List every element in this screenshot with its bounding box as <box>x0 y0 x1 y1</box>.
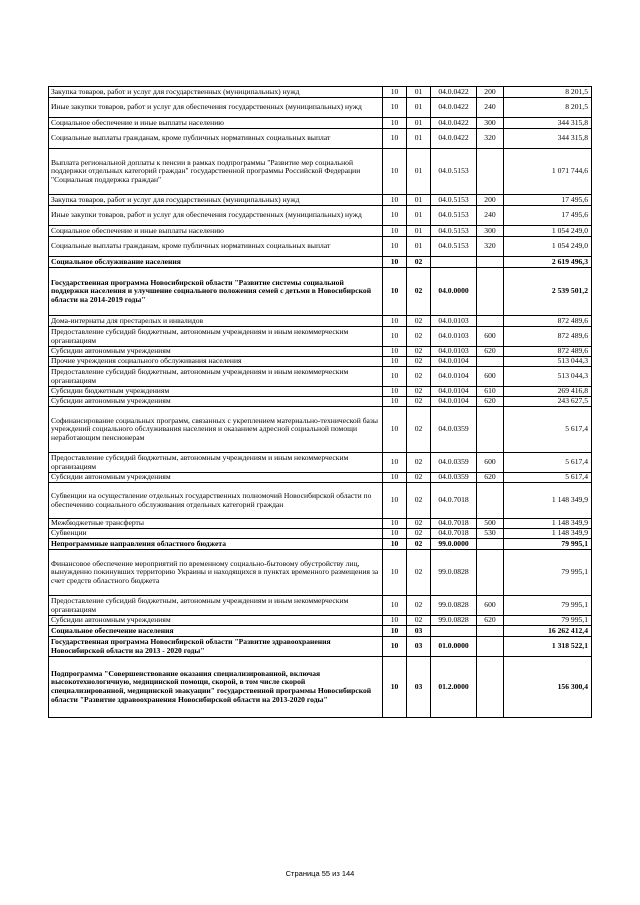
table-row <box>49 596 592 616</box>
cell-subsection: 03 <box>407 637 431 657</box>
cell-expense-type: 610 <box>477 387 504 397</box>
cell-name: Подпрограмма "Совершенствование оказания специализированной, включая высокотехнологичную, медицинской помощи, скорой, в том числе скорой специализированной, медицинской эвакуации" государственной программы Новосибирской области "Развитие здравоохранения Новосибирской области на 2013-2020 годы" <box>49 657 383 718</box>
cell-subsection: 01 <box>407 98 431 118</box>
cell-subsection: 02 <box>407 257 431 268</box>
cell-section: 10 <box>383 657 407 718</box>
cell-subsection: 03 <box>407 626 431 637</box>
cell-subsection: 01 <box>407 206 431 226</box>
cell-target-article: 04.0.0104 <box>431 387 477 397</box>
cell-name: Субвенции <box>49 529 383 539</box>
table-row <box>49 87 592 98</box>
table-row <box>49 327 592 347</box>
cell-target-article: 04.0.0104 <box>431 357 477 367</box>
cell-name: Дома-интернаты для престарелых и инвалидов <box>49 316 383 327</box>
cell-target-article: 04.0.5153 <box>431 195 477 206</box>
cell-target-article: 04.0.7018 <box>431 483 477 519</box>
cell-expense-type: 320 <box>477 237 504 257</box>
cell-name: Социальные выплаты гражданам, кроме публичных нормативных социальных выплат <box>49 237 383 257</box>
table-row <box>49 206 592 226</box>
cell-section: 10 <box>383 149 407 195</box>
cell-name: Государственная программа Новосибирской области "Развитие системы социальной поддержки населения и улучшение социального положения семей с детьми в Новосибирской области на 2014-2019 годы" <box>49 268 383 316</box>
cell-subsection: 01 <box>407 237 431 257</box>
cell-target-article: 04.0.0103 <box>431 316 477 327</box>
cell-target-article: 04.0.0103 <box>431 327 477 347</box>
cell-expense-type: 600 <box>477 453 504 473</box>
cell-section: 10 <box>383 347 407 357</box>
cell-amount: 79 995,1 <box>504 539 592 550</box>
cell-section: 10 <box>383 637 407 657</box>
cell-amount: 17 495,6 <box>504 206 592 226</box>
table-row <box>49 226 592 237</box>
cell-name: Субсидии бюджетным учреждениям <box>49 387 383 397</box>
cell-expense-type: 300 <box>477 226 504 237</box>
cell-subsection: 01 <box>407 87 431 98</box>
cell-subsection: 02 <box>407 407 431 453</box>
cell-amount: 1 148 349,9 <box>504 483 592 519</box>
cell-name: Социальное обеспечение и иные выплаты населению <box>49 226 383 237</box>
table-row <box>49 149 592 195</box>
table-row <box>49 473 592 483</box>
cell-target-article: 01.0.0000 <box>431 637 477 657</box>
cell-subsection: 01 <box>407 118 431 129</box>
cell-target-article: 99.0.0828 <box>431 550 477 596</box>
cell-target-article: 99.0.0828 <box>431 596 477 616</box>
cell-section: 10 <box>383 407 407 453</box>
cell-expense-type: 200 <box>477 195 504 206</box>
cell-target-article: 04.0.0359 <box>431 453 477 473</box>
cell-expense-type <box>477 657 504 718</box>
cell-section: 10 <box>383 87 407 98</box>
cell-expense-type <box>477 407 504 453</box>
cell-expense-type <box>477 626 504 637</box>
cell-subsection: 01 <box>407 226 431 237</box>
cell-section: 10 <box>383 596 407 616</box>
cell-amount: 1 148 349,9 <box>504 529 592 539</box>
table-row <box>49 483 592 519</box>
cell-section: 10 <box>383 327 407 347</box>
cell-subsection: 02 <box>407 347 431 357</box>
table-row <box>49 367 592 387</box>
cell-subsection: 01 <box>407 129 431 149</box>
cell-name: Финансовое обеспечение мероприятий по временному социально-бытовому обустройству лиц, вынужденно покинувших территорию Украины и находящихся в пунктах временного размещения за счет средств областного бюджета <box>49 550 383 596</box>
cell-name: Закупка товаров, работ и услуг для государственных (муниципальных) нужд <box>49 195 383 206</box>
cell-subsection: 03 <box>407 657 431 718</box>
cell-amount: 513 044,3 <box>504 357 592 367</box>
cell-section: 10 <box>383 529 407 539</box>
table-row <box>49 657 592 718</box>
cell-subsection: 02 <box>407 519 431 529</box>
cell-amount: 79 995,1 <box>504 550 592 596</box>
cell-subsection: 02 <box>407 453 431 473</box>
cell-subsection: 02 <box>407 596 431 616</box>
cell-target-article: 04.0.0104 <box>431 397 477 407</box>
cell-section: 10 <box>383 237 407 257</box>
cell-target-article: 01.2.0000 <box>431 657 477 718</box>
cell-target-article: 04.0.0000 <box>431 268 477 316</box>
table-row <box>49 529 592 539</box>
cell-expense-type: 620 <box>477 473 504 483</box>
cell-target-article: 04.0.5153 <box>431 237 477 257</box>
cell-amount: 79 995,1 <box>504 596 592 616</box>
table-row <box>49 237 592 257</box>
cell-expense-type <box>477 483 504 519</box>
cell-subsection: 02 <box>407 397 431 407</box>
cell-section: 10 <box>383 519 407 529</box>
cell-subsection: 02 <box>407 550 431 596</box>
table-row <box>49 397 592 407</box>
cell-target-article: 99.0.0828 <box>431 616 477 626</box>
cell-amount: 243 627,5 <box>504 397 592 407</box>
cell-section: 10 <box>383 453 407 473</box>
table-row <box>49 98 592 118</box>
cell-expense-type: 620 <box>477 616 504 626</box>
cell-expense-type <box>477 268 504 316</box>
cell-amount: 1 054 249,0 <box>504 226 592 237</box>
cell-section: 10 <box>383 257 407 268</box>
cell-name: Социальное обеспечение и иные выплаты населению <box>49 118 383 129</box>
table-row <box>49 637 592 657</box>
cell-expense-type <box>477 637 504 657</box>
table-row <box>49 347 592 357</box>
cell-target-article <box>431 626 477 637</box>
cell-section: 10 <box>383 98 407 118</box>
table-row <box>49 118 592 129</box>
cell-name: Иные закупки товаров, работ и услуг для обеспечения государственных (муниципальных) нужд <box>49 98 383 118</box>
cell-expense-type <box>477 539 504 550</box>
cell-expense-type <box>477 550 504 596</box>
cell-amount: 5 617,4 <box>504 453 592 473</box>
cell-amount: 16 262 412,4 <box>504 626 592 637</box>
table-row <box>49 268 592 316</box>
table-row <box>49 357 592 367</box>
cell-target-article: 04.0.0359 <box>431 473 477 483</box>
cell-amount: 8 201,5 <box>504 87 592 98</box>
table-row <box>49 616 592 626</box>
cell-section: 10 <box>383 367 407 387</box>
cell-expense-type: 240 <box>477 98 504 118</box>
cell-section: 10 <box>383 550 407 596</box>
cell-subsection: 02 <box>407 327 431 347</box>
cell-name: Межбюджетные трансферты <box>49 519 383 529</box>
cell-amount: 2 619 496,3 <box>504 257 592 268</box>
cell-section: 10 <box>383 539 407 550</box>
cell-name: Предоставление субсидий бюджетным, автономным учреждениям и иным некоммерческим организациям <box>49 367 383 387</box>
table-row <box>49 257 592 268</box>
table-row <box>49 550 592 596</box>
cell-target-article: 04.0.5153 <box>431 206 477 226</box>
cell-section: 10 <box>383 397 407 407</box>
cell-target-article: 04.0.5153 <box>431 226 477 237</box>
cell-subsection: 02 <box>407 616 431 626</box>
table-body <box>49 87 592 718</box>
cell-section: 10 <box>383 316 407 327</box>
cell-target-article: 04.0.0422 <box>431 129 477 149</box>
cell-target-article: 04.0.7018 <box>431 519 477 529</box>
cell-subsection: 02 <box>407 367 431 387</box>
cell-amount: 5 617,4 <box>504 407 592 453</box>
cell-amount: 872 489,6 <box>504 327 592 347</box>
cell-subsection: 01 <box>407 195 431 206</box>
cell-amount: 344 315,8 <box>504 129 592 149</box>
cell-expense-type: 600 <box>477 327 504 347</box>
cell-name: Субсидии автономным учреждениям <box>49 616 383 626</box>
cell-expense-type <box>477 357 504 367</box>
cell-amount: 2 539 501,2 <box>504 268 592 316</box>
cell-section: 10 <box>383 129 407 149</box>
cell-subsection: 02 <box>407 473 431 483</box>
cell-name: Софинансирование социальных программ, связанных с укреплением материально-технической базы учреждений социального обслуживания населения и оказанием адресной социальной помощи неработающим пенсионерам <box>49 407 383 453</box>
cell-amount: 872 489,6 <box>504 347 592 357</box>
cell-amount: 1 054 249,0 <box>504 237 592 257</box>
cell-section: 10 <box>383 387 407 397</box>
cell-subsection: 02 <box>407 539 431 550</box>
cell-amount: 8 201,5 <box>504 98 592 118</box>
cell-subsection: 02 <box>407 529 431 539</box>
cell-name: Непрограммные направления областного бюджета <box>49 539 383 550</box>
cell-name: Государственная программа Новосибирской области "Развитие здравоохранения Новосибирской области на 2013 - 2020 годы" <box>49 637 383 657</box>
cell-subsection: 02 <box>407 268 431 316</box>
cell-expense-type <box>477 316 504 327</box>
cell-expense-type: 300 <box>477 118 504 129</box>
cell-section: 10 <box>383 357 407 367</box>
cell-target-article: 04.0.0104 <box>431 367 477 387</box>
cell-name: Социальное обеспечение населения <box>49 626 383 637</box>
cell-expense-type: 200 <box>477 87 504 98</box>
table-row <box>49 453 592 473</box>
cell-name: Субвенции на осуществление отдельных государственных полномочий Новосибирской области по обеспечению социального обслуживания отдельных категорий граждан <box>49 483 383 519</box>
cell-amount: 5 617,4 <box>504 473 592 483</box>
cell-amount: 1 148 349,9 <box>504 519 592 529</box>
table-row <box>49 519 592 529</box>
cell-name: Субсидии автономным учреждениям <box>49 397 383 407</box>
table-row <box>49 539 592 550</box>
cell-section: 10 <box>383 226 407 237</box>
table-row <box>49 407 592 453</box>
page-number: Страница 55 из 144 <box>285 869 355 878</box>
cell-target-article: 99.0.0000 <box>431 539 477 550</box>
cell-subsection: 02 <box>407 357 431 367</box>
cell-expense-type: 500 <box>477 519 504 529</box>
cell-name: Предоставление субсидий бюджетным, автономным учреждениям и иным некоммерческим организациям <box>49 453 383 473</box>
cell-amount: 156 300,4 <box>504 657 592 718</box>
cell-expense-type: 600 <box>477 596 504 616</box>
cell-section: 10 <box>383 206 407 226</box>
cell-expense-type: 240 <box>477 206 504 226</box>
cell-amount: 269 416,8 <box>504 387 592 397</box>
cell-target-article: 04.0.0359 <box>431 407 477 453</box>
cell-section: 10 <box>383 483 407 519</box>
cell-name: Выплата региональной доплаты к пенсии в рамках подпрограммы "Развитие мер социальной поддержки отдельных категорий граждан" государственной программы Российской Федерации "Социальная поддержка граждан" <box>49 149 383 195</box>
cell-name: Закупка товаров, работ и услуг для государственных (муниципальных) нужд <box>49 87 383 98</box>
cell-target-article: 04.0.0422 <box>431 87 477 98</box>
cell-expense-type: 620 <box>477 347 504 357</box>
table-row <box>49 129 592 149</box>
table-row <box>49 195 592 206</box>
cell-name: Предоставление субсидий бюджетным, автономным учреждениям и иным некоммерческим организациям <box>49 596 383 616</box>
cell-amount: 872 489,6 <box>504 316 592 327</box>
cell-target-article: 04.0.7018 <box>431 529 477 539</box>
cell-expense-type: 320 <box>477 129 504 149</box>
cell-section: 10 <box>383 195 407 206</box>
cell-section: 10 <box>383 473 407 483</box>
cell-target-article <box>431 257 477 268</box>
cell-subsection: 02 <box>407 483 431 519</box>
cell-expense-type: 600 <box>477 367 504 387</box>
cell-name: Предоставление субсидий бюджетным, автономным учреждениям и иным некоммерческим организациям <box>49 327 383 347</box>
cell-subsection: 02 <box>407 387 431 397</box>
cell-target-article: 04.0.5153 <box>431 149 477 195</box>
cell-expense-type <box>477 149 504 195</box>
cell-expense-type: 530 <box>477 529 504 539</box>
cell-name: Субсидии автономным учреждениям <box>49 473 383 483</box>
cell-name: Иные закупки товаров, работ и услуг для обеспечения государственных (муниципальных) нужд <box>49 206 383 226</box>
cell-name: Субсидии автономным учреждениям <box>49 347 383 357</box>
cell-target-article: 04.0.0422 <box>431 98 477 118</box>
cell-amount: 17 495,6 <box>504 195 592 206</box>
cell-target-article: 04.0.0422 <box>431 118 477 129</box>
cell-amount: 513 044,3 <box>504 367 592 387</box>
cell-section: 10 <box>383 118 407 129</box>
cell-section: 10 <box>383 268 407 316</box>
cell-subsection: 01 <box>407 149 431 195</box>
cell-name: Социальное обслуживание населения <box>49 257 383 268</box>
cell-subsection: 02 <box>407 316 431 327</box>
table-row <box>49 387 592 397</box>
cell-amount: 1 071 744,6 <box>504 149 592 195</box>
cell-amount: 344 315,8 <box>504 118 592 129</box>
cell-target-article: 04.0.0103 <box>431 347 477 357</box>
table-row <box>49 626 592 637</box>
cell-expense-type <box>477 257 504 268</box>
cell-name: Прочие учреждения социального обслуживания населения <box>49 357 383 367</box>
cell-section: 10 <box>383 616 407 626</box>
table-row <box>49 316 592 327</box>
cell-name: Социальные выплаты гражданам, кроме публичных нормативных социальных выплат <box>49 129 383 149</box>
cell-amount: 79 995,1 <box>504 616 592 626</box>
cell-amount: 1 318 522,1 <box>504 637 592 657</box>
budget-table <box>48 86 592 718</box>
cell-expense-type: 620 <box>477 397 504 407</box>
cell-section: 10 <box>383 626 407 637</box>
